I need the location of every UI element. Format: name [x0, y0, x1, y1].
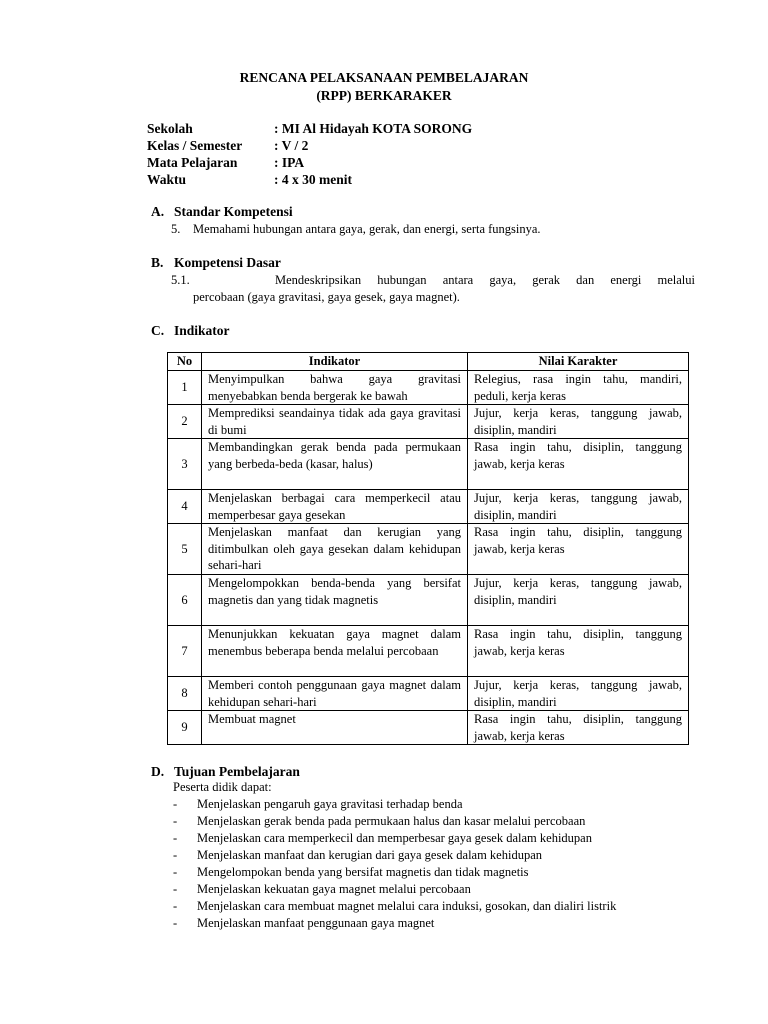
list-dash: - [173, 899, 178, 913]
cell-nilai: Rasa ingin tahu, disiplin, tanggung jawab, kerja keras [468, 439, 689, 490]
list-item [173, 813, 695, 830]
table-row [168, 711, 689, 745]
identity-block [147, 120, 472, 188]
list-dash: - [173, 814, 178, 828]
cell-indikator: Menunjukkan kekuatan gaya magnet dalam menembus beberapa benda melalui percobaan [202, 626, 468, 677]
title-line-1: RENCANA PELAKSANAAN PEMBELAJARAN [239, 70, 529, 85]
cell-no: 5 [168, 524, 202, 575]
list-item [173, 847, 695, 864]
list-item [173, 830, 695, 847]
list-item-text: Mengelompokan benda yang bersifat magnetis dan tidak magnetis [197, 865, 529, 879]
table-row [168, 575, 689, 626]
table-row [168, 677, 689, 711]
cell-nilai: Rasa ingin tahu, disiplin, tanggung jawab, kerja keras [468, 626, 689, 677]
cell-no: 4 [168, 490, 202, 524]
cell-no: 1 [168, 371, 202, 405]
cell-no: 2 [168, 405, 202, 439]
section-title: Tujuan Pembelajaran [174, 764, 300, 779]
cell-indikator: Mengelompokkan benda-benda yang bersifat magnetis dan yang tidak magnetis [202, 575, 468, 626]
info-value: : 4 x 30 menit [274, 172, 352, 187]
list-dash: - [173, 882, 178, 896]
list-item [173, 881, 695, 898]
info-label: Kelas / Semester [147, 138, 243, 153]
header-indikator: Indikator [202, 353, 468, 371]
table-row [168, 626, 689, 677]
table-row [168, 371, 689, 405]
list-item-text: Menjelaskan manfaat penggunaan gaya magnet [197, 916, 435, 930]
section-title: Standar Kompetensi [174, 204, 293, 219]
info-row-waktu [147, 171, 472, 188]
list-item-text: Menjelaskan pengaruh gaya gravitasi terhadap benda [197, 797, 463, 811]
cell-indikator: Menyimpulkan bahwa gaya gravitasi menyebabkan benda bergerak ke bawah [202, 371, 468, 405]
list-dash: - [173, 848, 178, 862]
section-letter: A. [151, 204, 165, 219]
list-item-text: Menjelaskan cara memperkecil dan memperbesar gaya gesek dalam kehidupan [197, 831, 592, 845]
kompetensi-text-line2: percobaan (gaya gravitasi, gaya gesek, gaya magnet). [193, 290, 460, 304]
info-label: Waktu [147, 172, 187, 187]
section-letter: D. [151, 764, 165, 779]
section-a-heading [151, 203, 293, 220]
cell-no: 8 [168, 677, 202, 711]
kompetensi-text-line1: Mendeskripsikan hubungan antara gaya, gerak dan energi melalui [275, 273, 695, 287]
cell-nilai: Jujur, kerja keras, tanggung jawab, disiplin, mandiri [468, 490, 689, 524]
cell-nilai: Jujur, kerja keras, tanggung jawab, disiplin, mandiri [468, 575, 689, 626]
cell-indikator: Membuat magnet [202, 711, 468, 745]
table-header-row [168, 353, 689, 371]
list-item [173, 864, 695, 881]
cell-nilai: Relegius, rasa ingin tahu, mandiri, peduli, kerja keras [468, 371, 689, 405]
info-value: : V / 2 [274, 138, 309, 153]
section-c-heading [151, 322, 230, 339]
info-row-mapel [147, 154, 472, 171]
cell-nilai: Rasa ingin tahu, disiplin, tanggung jawab, kerja keras [468, 524, 689, 575]
info-value: : MI Al Hidayah KOTA SORONG [274, 121, 473, 136]
cell-no: 7 [168, 626, 202, 677]
tujuan-list [173, 796, 695, 932]
table-row [168, 405, 689, 439]
standar-text: Memahami hubungan antara gaya, gerak, dan energi, serta fungsinya. [193, 222, 541, 236]
tujuan-intro: Peserta didik dapat: [173, 780, 272, 794]
cell-indikator: Menjelaskan berbagai cara memperkecil atau memperbesar gaya gesekan [202, 490, 468, 524]
table-row [168, 439, 689, 490]
indikator-table [167, 352, 689, 745]
cell-indikator: Menjelaskan manfaat dan kerugian yang ditimbulkan oleh gaya gesekan dalam kehidupan sehari-hari [202, 524, 468, 575]
section-d-heading [151, 763, 300, 780]
list-item [173, 796, 695, 813]
cell-no: 6 [168, 575, 202, 626]
section-title: Kompetensi Dasar [174, 255, 281, 270]
list-item [173, 898, 695, 915]
cell-indikator: Memprediksi seandainya tidak ada gaya gravitasi di bumi [202, 405, 468, 439]
info-label: Mata Pelajaran [147, 155, 238, 170]
list-dash: - [173, 831, 178, 845]
section-letter: B. [151, 255, 164, 270]
cell-no: 9 [168, 711, 202, 745]
list-dash: - [173, 865, 178, 879]
list-dash: - [173, 916, 178, 930]
info-label: Sekolah [147, 121, 193, 136]
section-letter: C. [151, 323, 165, 338]
table-row [168, 524, 689, 575]
list-item-text: Menjelaskan kekuatan gaya magnet melalui percobaan [197, 882, 471, 896]
kompetensi-number: 5.1. [171, 273, 190, 287]
standar-number: 5. [171, 222, 181, 236]
section-title: Indikator [174, 323, 230, 338]
table-row [168, 490, 689, 524]
list-dash: - [173, 797, 178, 811]
info-value: : IPA [274, 155, 305, 170]
list-item-text: Menjelaskan manfaat dan kerugian dari gaya gesek dalam kehidupan [197, 848, 543, 862]
list-item-text: Menjelaskan cara membuat magnet melalui cara induksi, gosokan, dan dialiri listrik [197, 899, 617, 913]
cell-indikator: Membandingkan gerak benda pada permukaan yang berbeda-beda (kasar, halus) [202, 439, 468, 490]
cell-no: 3 [168, 439, 202, 490]
list-item [173, 915, 695, 932]
title-line-2: (RPP) BERKARAKER [316, 88, 452, 103]
info-row-sekolah [147, 120, 472, 137]
cell-nilai: Jujur, kerja keras, tanggung jawab, disiplin, mandiri [468, 677, 689, 711]
cell-indikator: Memberi contoh penggunaan gaya magnet dalam kehidupan sehari-hari [202, 677, 468, 711]
info-row-kelas [147, 137, 472, 154]
cell-nilai: Jujur, kerja keras, tanggung jawab, disiplin, mandiri [468, 405, 689, 439]
header-no: No [168, 353, 202, 371]
cell-nilai: Rasa ingin tahu, disiplin, tanggung jawab, kerja keras [468, 711, 689, 745]
list-item-text: Menjelaskan gerak benda pada permukaan halus dan kasar melalui percobaan [197, 814, 586, 828]
header-nilai-karakter: Nilai Karakter [468, 353, 689, 371]
section-b-heading [151, 254, 281, 271]
